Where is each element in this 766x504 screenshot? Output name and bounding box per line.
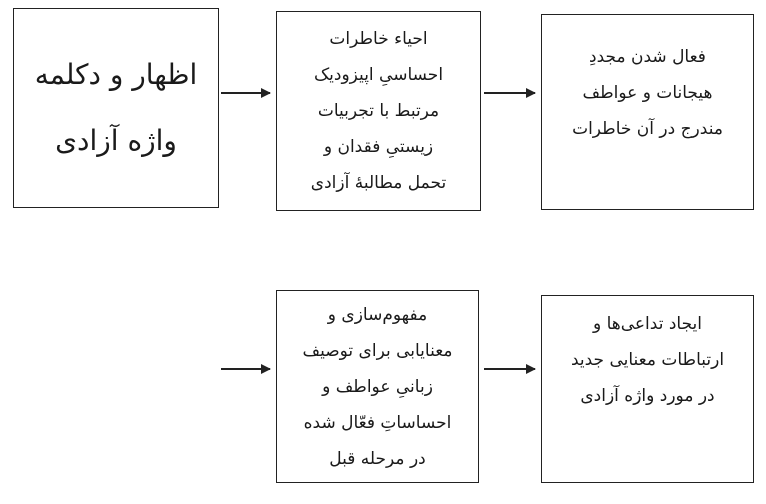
step-1-line-1: اظهار و دکلمه — [34, 58, 198, 91]
step-1-line-2: واژه آزادی — [55, 124, 177, 157]
step-2-box — [276, 11, 481, 211]
step-4-line-4: احساساتِ فعّال شده — [303, 412, 452, 433]
step-5-box — [541, 295, 754, 483]
step-4-line-2: معنایابی برای توصیف — [302, 340, 453, 361]
step-1-box — [13, 8, 219, 208]
step-4-box — [276, 290, 479, 483]
step-5-line-2: ارتباطات معنایی جدید — [570, 350, 725, 370]
step-2-line-3: مرتبط با تجربیات — [317, 101, 440, 121]
step-3-box — [541, 14, 754, 210]
step-3-line-2: هیجانات و عواطف — [582, 83, 713, 103]
step-5-line-1: ایجاد تداعی‌ها و — [592, 314, 703, 334]
step-4-line-5: در مرحله قبل — [329, 448, 426, 469]
step-5-line-3: در مورد واژه آزادی — [580, 386, 715, 406]
step-3-line-3: مندرج در آن خاطرات — [572, 119, 723, 139]
step-3-line-1: فعال شدن مجددِ — [589, 47, 706, 67]
step-2-line-1: احیاء خاطرات — [329, 29, 428, 49]
step-2-line-5: تحمل مطالبهٔ آزادی — [310, 173, 447, 193]
step-2-line-2: احساسیِ اپیزودیک — [313, 65, 444, 85]
step-4-line-1: مفهوم‌سازی و — [327, 304, 428, 325]
step-2-line-4: زیستیِ فقدان و — [323, 137, 434, 157]
step-4-line-3: زبانیِ عواطف و — [322, 376, 433, 397]
